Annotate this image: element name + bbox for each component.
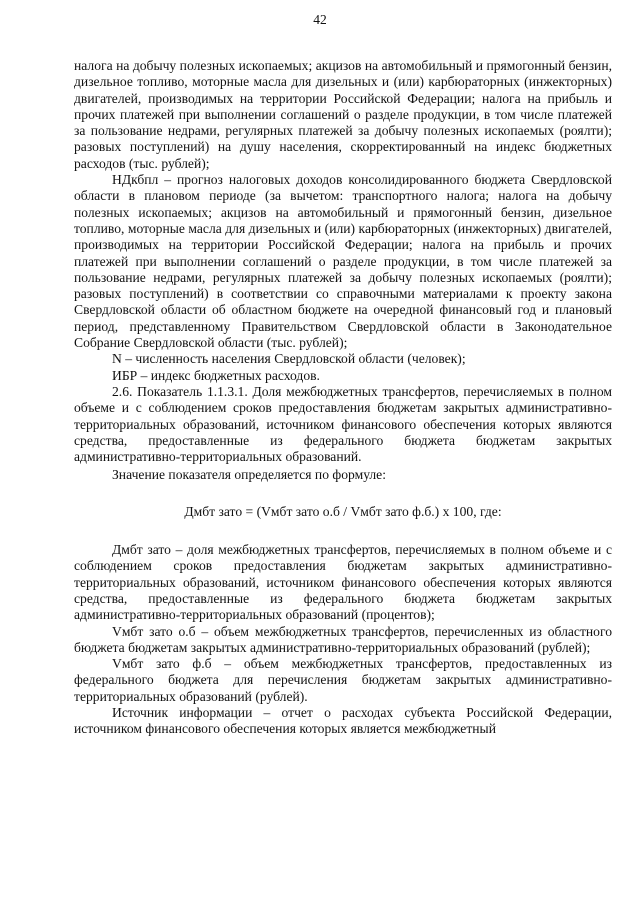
paragraph: Vмбт зато о.б – объем межбюджетных трансфертов, перечисленных из областного бюджета бюджетам закрытых административно-территориальных образований (рублей); <box>74 623 612 655</box>
paragraph: 2.6. Показатель 1.1.3.1. Доля межбюджетных трансфертов, перечисляемых в полном объеме и с соблюдением сроков предоставления бюджетам закрытых административно-территориальных образований, источником финансового обеспечения которых являются средства, предоставленные из федерального бюджета бюджетам закрытых административно-территориальных образований. <box>74 383 612 465</box>
paragraph: налога на добычу полезных ископаемых; акцизов на автомобильный и прямогонный бензин, дизельное топливо, моторные масла для дизельных и (или) карбюраторных (инжекторных) двигателей, производимых на территории Российской Федерации; налога на прибыль и прочих платежей при выполнении соглашений о разделе продукции, в том числе платежей за пользование недрами, регулярных платежей за добычу полезных ископаемых (роялти); разовых поступлений) на душу населения, скорректированный на индекс бюджетных расходов (тыс. рублей); <box>74 58 612 171</box>
page-number: 42 <box>313 12 327 27</box>
paragraph: Значение показателя определяется по формуле: <box>112 467 386 483</box>
formula: Дмбт зато = (Vмбт зато о.б / Vмбт зато ф.б.) x 100, где: <box>184 503 502 519</box>
paragraph: N – численность населения Свердловской области (человек); <box>112 351 466 367</box>
paragraph: НДкбпл – прогноз налоговых доходов консолидированного бюджета Свердловской области в плановом периоде (за вычетом: транспортного налога; налога на добычу полезных ископаемых; акцизов на автомобильный и прямогонный бензин, дизельное топливо, моторные масла для дизельных и (или) карбюраторных (инжекторных) двигателей, производимых на территории Российской Федерации; налога на прибыль и прочих платежей при выполнении соглашений о разделе продукции, в том числе платежей за пользование недрами, регулярных платежей за добычу полезных ископаемых (роялти); разовых поступлений) в соответствии со справочными материалами к проекту закона Свердловской области об областном бюджете на очередной финансовый год и плановый период, представленному Правительством Свердловской области в Законодательное Собрание Свердловской области (тыс. рублей); <box>74 172 612 351</box>
paragraph: ИБР – индекс бюджетных расходов. <box>112 367 320 383</box>
paragraph: Vмбт зато ф.б – объем межбюджетных трансфертов, предоставленных из федерального бюджета для перечисления бюджетам закрытых административно-территориальных образований (рублей). <box>74 656 612 704</box>
paragraph: Дмбт зато – доля межбюджетных трансфертов, перечисляемых в полном объеме и с соблюдением сроков предоставления бюджетам закрытых административно-территориальных образований, источником финансового обеспечения которых являются средства, предоставленные из федерального бюджета бюджетам закрытых административно-территориальных образований (процентов); <box>74 542 612 623</box>
paragraph: Источник информации – отчет о расходах субъекта Российской Федерации, источником финансового обеспечения которых является межбюджетный <box>74 704 612 737</box>
document-body <box>74 58 612 738</box>
